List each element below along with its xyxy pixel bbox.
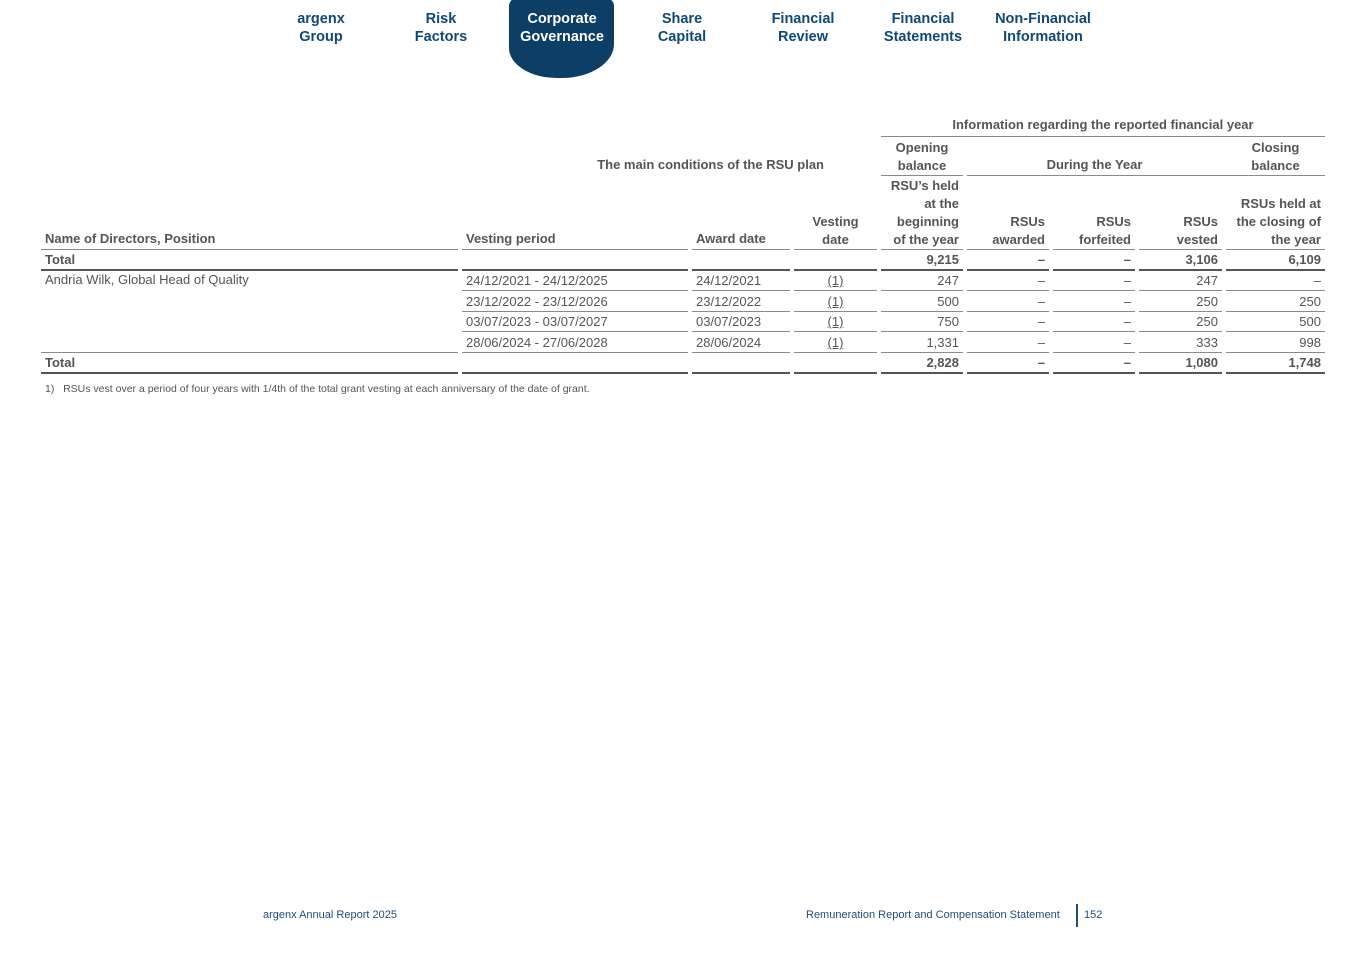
nav-label: argenx (297, 11, 345, 27)
closing-balance-header (1226, 139, 1325, 175)
held-beginning-cell: 750 (937, 314, 959, 329)
vesting-period-cell: 23/12/2022 - 23/12/2026 (466, 294, 608, 309)
divider (794, 311, 877, 312)
divider (794, 372, 877, 374)
divider (1139, 290, 1222, 291)
footnote-link[interactable]: (1) (827, 294, 844, 309)
held-beginning-cell: 247 (937, 273, 959, 288)
divider (794, 249, 877, 250)
col-header-vested (1139, 213, 1222, 249)
nav-label: Non-Financial (995, 11, 1091, 27)
vesting-date-cell (794, 273, 877, 288)
header-line: balance (897, 158, 947, 173)
divider (692, 249, 790, 250)
forfeited-cell: – (1123, 273, 1131, 288)
award-date-cell: 28/06/2024 (696, 335, 762, 350)
total-held-closing: 6,109 (1288, 252, 1321, 267)
footnote-link[interactable]: (1) (827, 335, 844, 350)
divider (41, 352, 458, 353)
divider (1139, 311, 1222, 312)
divider (1226, 331, 1325, 332)
col-header-vesting-period: Vesting period (466, 231, 556, 246)
divider (41, 372, 458, 374)
footnote-link[interactable]: (1) (827, 273, 844, 288)
col-header-award-date: Award date (696, 231, 766, 246)
vesting-date-cell (794, 294, 877, 309)
header-line: date (822, 232, 849, 247)
nav-label: Governance (520, 29, 604, 45)
awarded-cell: – (1037, 273, 1045, 288)
header-line: awarded (992, 232, 1045, 247)
divider (1226, 352, 1325, 353)
divider (794, 269, 877, 271)
vested-cell: 333 (1196, 335, 1218, 350)
vesting-period-cell: 03/07/2023 - 03/07/2027 (466, 314, 608, 329)
divider (1226, 290, 1325, 291)
held-closing-cell: 998 (1299, 335, 1321, 350)
total-held-beginning: 9,215 (926, 252, 959, 267)
award-date-cell: 23/12/2022 (696, 294, 762, 309)
divider (881, 372, 963, 374)
divider (41, 269, 458, 271)
footnote: 1) RSUs vest over a period of four years with 1/4th of the total grant vesting at each anniversary of the date of grant. (45, 383, 590, 395)
forfeited-cell: – (1123, 335, 1131, 350)
divider (692, 372, 790, 374)
divider (967, 175, 1325, 176)
nav-label: Financial (771, 11, 835, 27)
divider (881, 290, 963, 291)
total-awarded: – (1037, 355, 1045, 370)
divider (881, 136, 1325, 137)
divider (1139, 249, 1222, 250)
divider (1053, 249, 1135, 250)
divider (1053, 352, 1135, 353)
divider (1053, 269, 1135, 271)
header-line: at the (924, 196, 959, 211)
awarded-cell: – (1037, 314, 1045, 329)
divider (1226, 311, 1325, 312)
total-awarded: – (1037, 252, 1045, 267)
nav-label: Group (299, 29, 343, 45)
divider (462, 331, 688, 332)
divider (462, 311, 688, 312)
divider (794, 331, 877, 332)
awarded-cell: – (1037, 294, 1045, 309)
held-closing-cell: – (1313, 273, 1321, 288)
header-line: beginning (896, 214, 959, 229)
vesting-date-cell (794, 335, 877, 350)
divider (462, 249, 688, 250)
total-held-closing: 1,748 (1288, 355, 1321, 370)
header-line: RSU’s held (890, 178, 959, 193)
divider (1139, 269, 1222, 271)
award-date-cell: 24/12/2021 (696, 273, 762, 288)
total-vested: 3,106 (1185, 252, 1218, 267)
nav-label: Capital (657, 29, 707, 45)
vested-cell: 250 (1196, 314, 1218, 329)
vesting-period-cell: 28/06/2024 - 27/06/2028 (466, 335, 608, 350)
divider (967, 331, 1049, 332)
divider (794, 290, 877, 291)
held-beginning-cell: 1,331 (926, 335, 959, 350)
divider (1053, 290, 1135, 291)
held-beginning-cell: 500 (937, 294, 959, 309)
divider (881, 352, 963, 353)
total-forfeited: – (1123, 252, 1131, 267)
divider (1226, 249, 1325, 250)
nav-risk-factors[interactable] (381, 10, 501, 60)
header-line: balance (1251, 158, 1300, 173)
footnote-link[interactable]: (1) (827, 314, 844, 329)
nav-non-financial-information[interactable] (983, 10, 1103, 60)
divider (1053, 311, 1135, 312)
vested-cell: 250 (1196, 294, 1218, 309)
vesting-date-cell (794, 314, 877, 329)
header-line: of the year (893, 232, 959, 247)
during-year-header: During the Year (1046, 157, 1143, 172)
nav-label: Share (661, 11, 703, 27)
nav-share-capital[interactable] (622, 10, 742, 60)
divider (881, 269, 963, 271)
divider (692, 290, 790, 291)
divider (967, 249, 1049, 250)
footer-report-title: argenx Annual Report 2025 (263, 909, 397, 921)
divider (967, 269, 1049, 271)
opening-balance-header (881, 139, 963, 175)
group-header: Information regarding the reported financial year (952, 117, 1254, 132)
vested-cell: 247 (1196, 273, 1218, 288)
total-label: Total (45, 252, 76, 267)
header-line: Vesting (812, 214, 859, 229)
divider (462, 352, 688, 353)
header-line: Opening (895, 140, 949, 155)
divider (462, 290, 688, 291)
total-forfeited: – (1123, 355, 1131, 370)
divider (881, 175, 963, 176)
header-line: RSUs (1183, 214, 1218, 229)
nav-label: Corporate (527, 11, 597, 27)
header-line: forfeited (1079, 232, 1131, 247)
nav-label: Risk (425, 11, 457, 27)
award-date-cell: 03/07/2023 (696, 314, 762, 329)
divider (881, 249, 963, 250)
header-line: RSUs held at (1240, 196, 1321, 211)
nav-label: Information (1003, 29, 1083, 45)
col-header-name: Name of Directors, Position (45, 231, 216, 246)
director-name: Andria Wilk, Global Head of Quality (45, 272, 249, 287)
nav-label: Financial (891, 11, 955, 27)
divider (967, 372, 1049, 374)
divider (967, 290, 1049, 291)
divider (967, 352, 1049, 353)
total-label: Total (45, 355, 76, 370)
divider (692, 352, 790, 353)
nav-corporate-governance[interactable] (502, 10, 622, 60)
divider (692, 311, 790, 312)
divider (794, 352, 877, 353)
held-closing-cell: 500 (1299, 314, 1321, 329)
header-line: the year (1271, 232, 1321, 247)
nav-argenx-group[interactable] (261, 10, 381, 60)
total-vested: 1,080 (1185, 355, 1218, 370)
nav-label: Factors (414, 29, 468, 45)
divider (1053, 331, 1135, 332)
col-header-held-beginning (881, 177, 963, 249)
held-closing-cell: 250 (1299, 294, 1321, 309)
vesting-period-cell: 24/12/2021 - 24/12/2025 (466, 273, 608, 288)
header-line: the closing of (1236, 214, 1321, 229)
divider (1139, 331, 1222, 332)
forfeited-cell: – (1123, 294, 1131, 309)
col-header-held-closing (1226, 195, 1325, 249)
footer-section-title: Remuneration Report and Compensation Statement (806, 909, 1060, 921)
divider (1053, 372, 1135, 374)
divider (1139, 352, 1222, 353)
nav-label: Review (778, 29, 828, 45)
divider (881, 331, 963, 332)
footer-divider (1076, 904, 1078, 927)
col-header-forfeited (1053, 213, 1135, 249)
header-line: RSUs (1096, 214, 1131, 229)
divider (41, 249, 458, 250)
col-header-awarded (967, 213, 1049, 249)
awarded-cell: – (1037, 335, 1045, 350)
divider (1226, 372, 1325, 374)
header-line: vested (1176, 232, 1218, 247)
header-line: Closing (1251, 140, 1300, 155)
header-line: RSUs (1010, 214, 1045, 229)
divider (462, 372, 688, 374)
divider (1226, 269, 1325, 271)
nav-financial-review[interactable] (743, 10, 863, 60)
main-conditions-header: The main conditions of the RSU plan (597, 157, 824, 172)
divider (692, 331, 790, 332)
divider (692, 269, 790, 271)
total-held-beginning: 2,828 (926, 355, 959, 370)
nav-label: Statements (883, 29, 963, 45)
divider (1139, 372, 1222, 374)
col-header-vesting-date (794, 213, 877, 249)
page-number: 152 (1084, 909, 1103, 921)
divider (881, 311, 963, 312)
divider (967, 311, 1049, 312)
forfeited-cell: – (1123, 314, 1131, 329)
nav-financial-statements[interactable] (863, 10, 983, 60)
divider (462, 269, 688, 271)
